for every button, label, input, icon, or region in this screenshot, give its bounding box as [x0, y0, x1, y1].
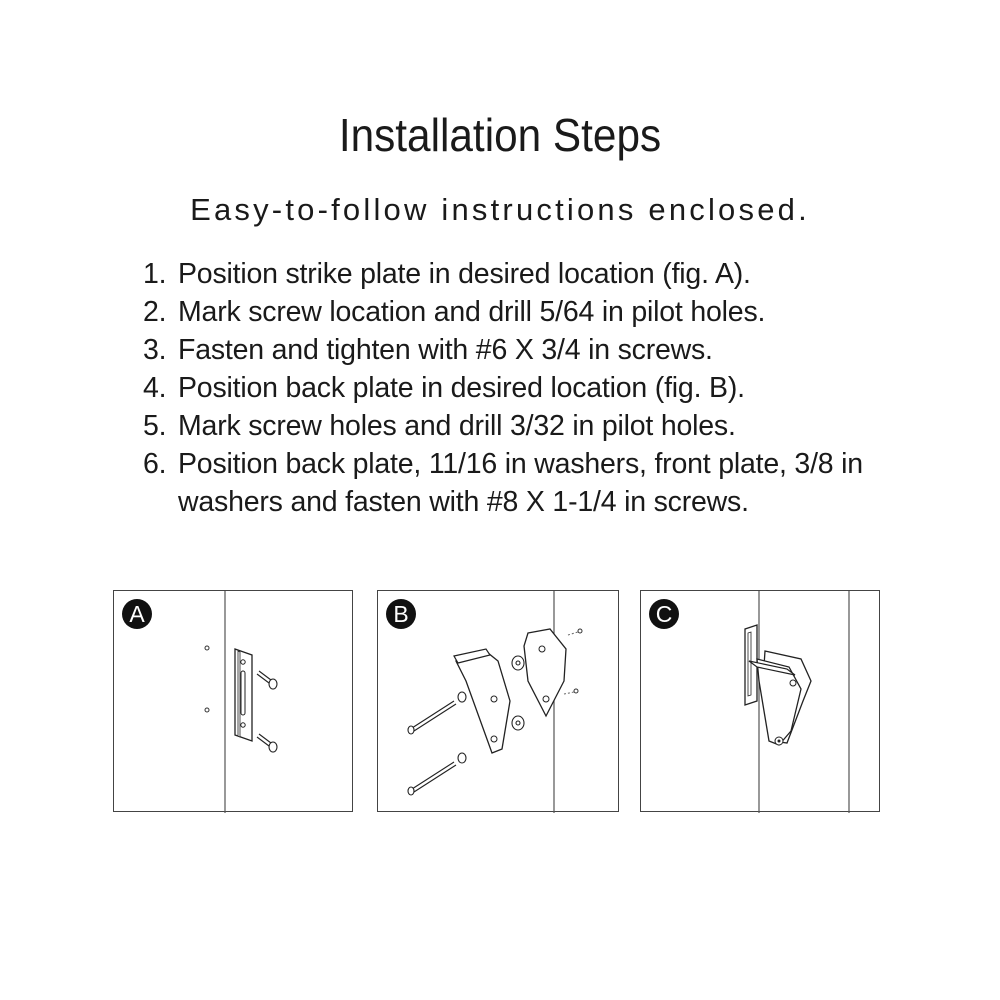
figure-a — [113, 590, 353, 812]
step-text: Position strike plate in desired location (fig. A). — [178, 258, 751, 290]
step-text: Position back plate in desired location (fig. B). — [178, 372, 745, 404]
step-item — [143, 407, 903, 445]
back-plate-illustration — [378, 591, 620, 813]
step-item — [143, 331, 903, 369]
page-subtitle: Easy-to-follow instructions enclosed. — [190, 192, 810, 227]
step-number: 1. — [143, 258, 167, 290]
step-number: 3. — [143, 334, 167, 366]
step-text: Position back plate, 11/16 in washers, front plate, 3/8 in washers and fasten with #8 X 1-1/4 in screws. — [178, 448, 863, 518]
figure-label-badge: A — [122, 599, 152, 629]
assembled-latch-illustration — [641, 591, 881, 813]
step-number: 4. — [143, 372, 167, 404]
step-text: Fasten and tighten with #6 X 3/4 in screws. — [178, 334, 713, 366]
step-number: 6. — [143, 448, 167, 480]
step-item — [143, 445, 903, 521]
page-title: Installation Steps — [338, 109, 662, 161]
strike-plate-illustration — [114, 591, 354, 813]
step-number: 2. — [143, 296, 167, 328]
step-text: Mark screw holes and drill 3/32 in pilot holes. — [178, 410, 736, 442]
figure-label-badge: B — [386, 599, 416, 629]
step-item — [143, 293, 903, 331]
figure-c — [640, 590, 880, 812]
figure-b — [377, 590, 619, 812]
steps-list — [143, 255, 903, 521]
figure-label-badge: C — [649, 599, 679, 629]
step-item — [143, 255, 903, 293]
step-item — [143, 369, 903, 407]
step-number: 5. — [143, 410, 167, 442]
step-text: Mark screw location and drill 5/64 in pilot holes. — [178, 296, 766, 328]
